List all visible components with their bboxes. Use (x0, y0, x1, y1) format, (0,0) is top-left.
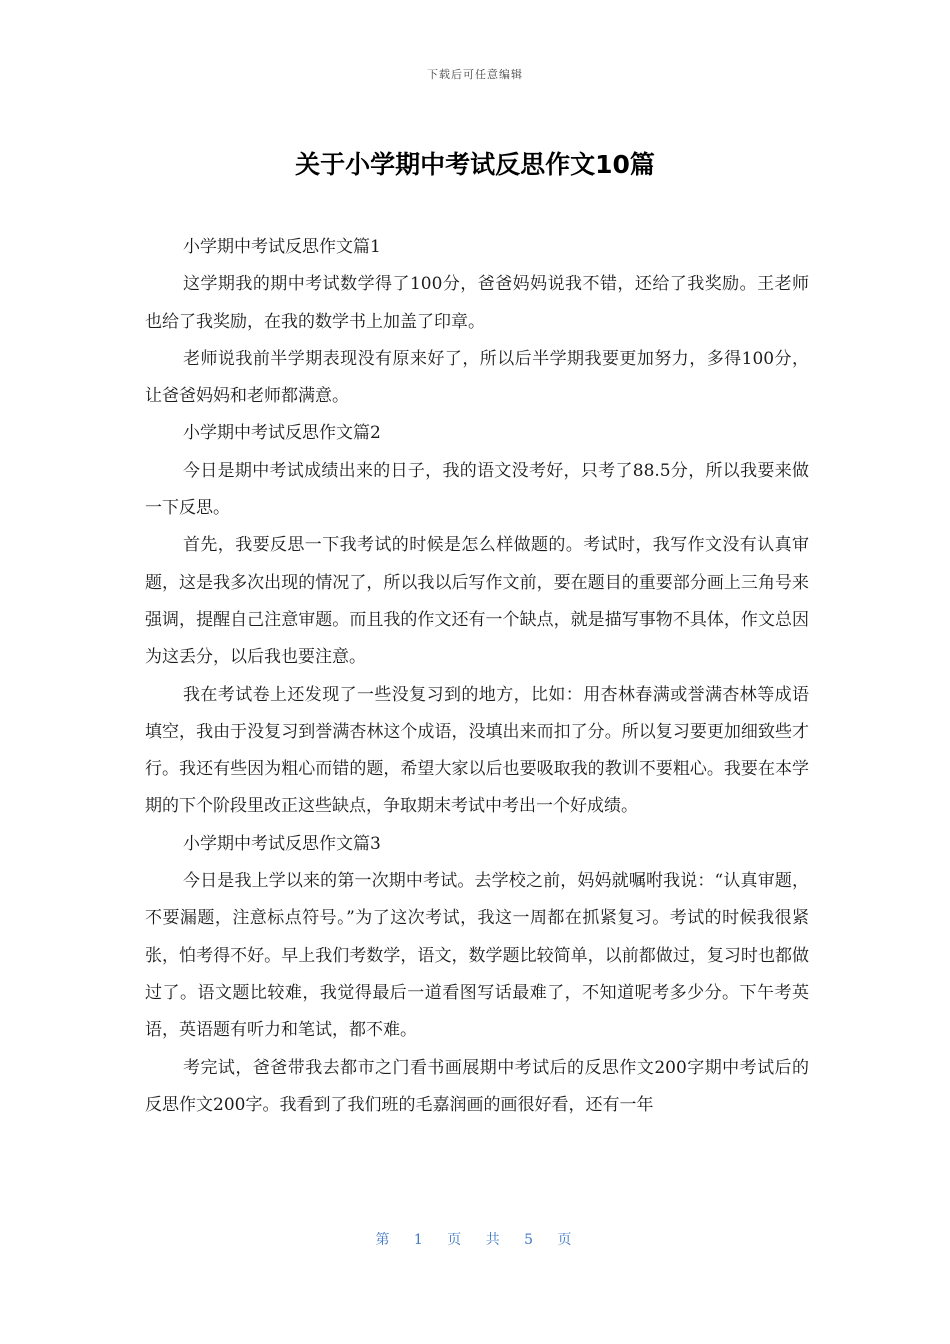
body-paragraph: 我在考试卷上还发现了一些没复习到的地方，比如：用杏林春满或誉满杏林等成语填空，我由于没复习到誉满杏林这个成语，没填出来而扣了分。所以复习要更加细致些才行。我还有些因为粗心而错的题，希望大家以后也要吸取我的教训不要粗心。我要在本学期的下个阶段里改正这些缺点，争取期末考试中考出一个好成绩。 (145, 684, 809, 817)
section-heading-2: 小学期中考试反思作文篇2 (183, 423, 381, 444)
body-paragraph: 老师说我前半学期表现没有原来好了，所以后半学期我要更加努力，多得100分，让爸爸妈妈和老师都满意。 (145, 348, 809, 407)
document-title: 关于小学期中考试反思作文10篇 (295, 150, 655, 179)
section-heading-3: 小学期中考试反思作文篇3 (183, 833, 381, 854)
body-paragraph: 首先，我要反思一下我考试的时候是怎么样做题的。考试时，我写作文没有认真审题，这是我多次出现的情况了，所以我以后写作文前，要在题目的重要部分画上三角号来强调，提醒自己注意审题。而且我的作文还有一个缺点，就是描写事物不具体，作文总因为这丢分，以后我也要注意。 (145, 535, 809, 668)
body-paragraph: 今日是我上学以来的第一次期中考试。去学校之前，妈妈就嘱咐我说：“认真审题，不要漏题，注意标点符号。”为了这次考试，我这一周都在抓紧复习。考试的时候我很紧张，怕考得不好。早上我们考数学，语文，数学题比较简单，以前都做过，复习时也都做过了。语文题比较难，我觉得最后一道看图写话最难了，不知道呢考多少分。下午考英语，英语题有听力和笔试，都不难。 (145, 871, 809, 1041)
page-header: 下载后可任意编辑 (427, 68, 523, 81)
document-body (145, 229, 809, 1124)
body-paragraph: 这学期我的期中考试数学得了100分，爸爸妈妈说我不错，还给了我奖励。王老师也给了我奖励，在我的数学书上加盖了印章。 (145, 274, 809, 332)
section-heading-1: 小学期中考试反思作文篇1 (183, 237, 381, 257)
page-number-footer: 第 1 页 共 5 页 (375, 1232, 575, 1248)
body-paragraph: 考完试，爸爸带我去都市之门看书画展期中考试后的反思作文200字期中考试后的反思作文200字。我看到了我们班的毛嘉润画的画很好看，还有一年 (145, 1057, 809, 1115)
body-paragraph: 今日是期中考试成绩出来的日子，我的语文没考好，只考了88.5分，所以我要来做一下反思。 (145, 460, 809, 519)
